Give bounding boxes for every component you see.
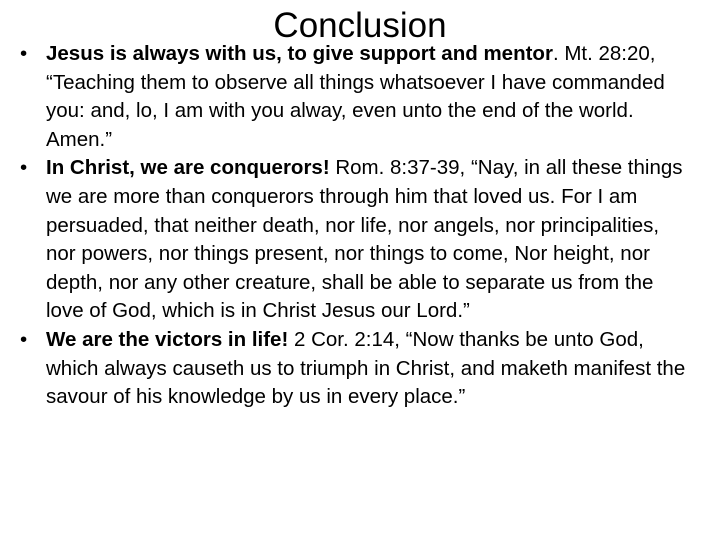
bullet-item (20, 326, 690, 412)
bullet-text: 2 Cor. 2:14, “Now thanks be unto God, which always causeth us to triumph in Christ, and maketh manifest the savour of his knowledge by us in every place.” (46, 327, 686, 409)
bullet-item (20, 154, 690, 326)
bullet-lead: We are the victors in life! (46, 327, 289, 351)
bullet-lead: In Christ, we are conquerors! (46, 156, 330, 180)
bullet-dot-icon: • (20, 42, 28, 65)
bullet-text: Rom. 8:37-39, “Nay, in all these things we are more than conquerors through him that loved us. For I am persuaded, that neither death, nor life, nor angels, nor principalities, nor powers, nor things present, nor things to come, Nor height, nor depth, nor any other creature, shall be able to separate us from the love of God, which is in Christ Jesus our Lord.” (46, 156, 683, 323)
bullet-item (20, 40, 690, 154)
bullet-text: . Mt. 28:20, “Teaching them to observe all things whatsoever I have commanded you: and, lo, I am with you alway, even unto the end of the world. Amen.” (46, 42, 665, 151)
slide-title: Conclusion (273, 6, 447, 45)
bullet-list (20, 40, 690, 412)
bullet-lead: Jesus is always with us, to give support and mentor (46, 42, 553, 65)
bullet-dot-icon: • (20, 327, 28, 351)
bullet-dot-icon: • (20, 156, 28, 180)
